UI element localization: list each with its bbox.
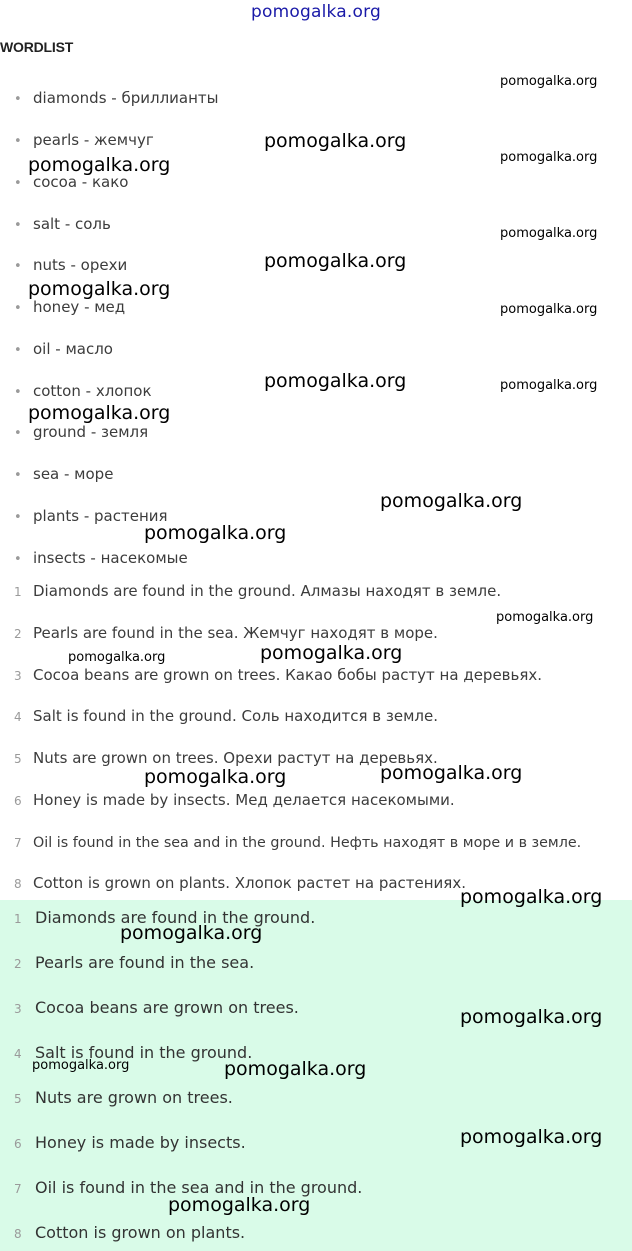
bullet-icon: • xyxy=(14,259,22,274)
watermark: pomogalka.org xyxy=(500,226,598,241)
row-number: 3 xyxy=(14,1002,22,1016)
bullet-icon: • xyxy=(14,468,22,483)
watermark: pomogalka.org xyxy=(264,370,407,392)
row-number: 8 xyxy=(14,1227,22,1241)
watermark: pomogalka.org xyxy=(500,378,598,393)
bullet-icon: • xyxy=(14,301,22,316)
watermark: pomogalka.org xyxy=(496,610,594,625)
watermark: pomogalka.org xyxy=(460,1126,603,1148)
sentence: Cotton is grown on plants. xyxy=(35,1223,246,1242)
answer-row xyxy=(14,953,254,975)
word-pair: insects - насекомые xyxy=(33,549,188,567)
answer-row xyxy=(14,1088,233,1110)
list-item xyxy=(14,131,154,153)
translation-row xyxy=(14,666,542,688)
bullet-icon: • xyxy=(14,218,22,233)
word-pair: nuts - орехи xyxy=(33,256,128,274)
watermark: pomogalka.org xyxy=(380,762,523,784)
list-item xyxy=(14,465,113,487)
list-item xyxy=(14,549,188,571)
list-item xyxy=(14,423,148,445)
row-number: 1 xyxy=(14,912,22,926)
watermark: pomogalka.org xyxy=(144,522,287,544)
translation-row xyxy=(14,874,466,896)
row-number: 5 xyxy=(14,752,22,766)
list-item xyxy=(14,382,152,404)
row-number: 6 xyxy=(14,794,22,808)
sentence: Salt is found in the ground. xyxy=(35,1043,253,1062)
row-number: 3 xyxy=(14,669,22,683)
word-pair: sea - море xyxy=(33,465,114,483)
row-number: 1 xyxy=(14,585,22,599)
sentence: Nuts are grown on trees. xyxy=(35,1088,233,1107)
translation-row xyxy=(14,582,501,604)
watermark: pomogalka.org xyxy=(28,154,171,176)
sentence: Diamonds are found in the ground. Алмазы находят в земле. xyxy=(33,582,502,600)
sentence: Salt is found in the ground. Соль находится в земле. xyxy=(33,707,438,725)
bullet-icon: • xyxy=(14,134,22,149)
sentence: Cotton is grown on plants. Хлопок растет на растениях. xyxy=(33,874,466,892)
watermark: pomogalka.org xyxy=(500,302,598,317)
list-item xyxy=(14,256,127,278)
translation-row xyxy=(14,707,438,729)
watermark: pomogalka.org xyxy=(500,150,598,165)
watermark: pomogalka.org xyxy=(68,650,166,665)
watermark: pomogalka.org xyxy=(168,1194,311,1216)
row-number: 4 xyxy=(14,710,22,724)
watermark: pomogalka.org xyxy=(120,922,263,944)
word-pair: plants - растения xyxy=(33,507,168,525)
row-number: 2 xyxy=(14,627,22,641)
bullet-icon: • xyxy=(14,426,22,441)
word-pair: honey - мед xyxy=(33,298,126,316)
watermark: pomogalka.org xyxy=(380,490,523,512)
watermark: pomogalka.org xyxy=(28,278,171,300)
row-number: 5 xyxy=(14,1092,22,1106)
watermark: pomogalka.org xyxy=(460,886,603,908)
word-pair: ground - земля xyxy=(33,423,149,441)
answer-row xyxy=(14,1133,246,1155)
word-pair: pearls - жемчуг xyxy=(33,131,154,149)
row-number: 8 xyxy=(14,877,22,891)
watermark: pomogalka.org xyxy=(500,74,598,89)
row-number: 4 xyxy=(14,1047,22,1061)
watermark: pomogalka.org xyxy=(28,402,171,424)
row-number: 2 xyxy=(14,957,22,971)
bullet-icon: • xyxy=(14,385,22,400)
bullet-icon: • xyxy=(14,343,22,358)
word-pair: cocoa - како xyxy=(33,173,129,191)
sentence: Honey is made by insects. Мед делается насекомыми. xyxy=(33,791,455,809)
watermark: pomogalka.org xyxy=(460,1006,603,1028)
list-item xyxy=(14,298,125,320)
wordlist-heading: WORDLIST xyxy=(0,39,74,55)
sentence: Nuts are grown on trees. Орехи растут на деревьях. xyxy=(33,749,438,767)
bullet-icon: • xyxy=(14,92,22,107)
watermark: pomogalka.org xyxy=(144,766,287,788)
answer-row xyxy=(14,1223,245,1245)
word-pair: salt - соль xyxy=(33,215,111,233)
watermark: pomogalka.org xyxy=(224,1058,367,1080)
sentence: Honey is made by insects. xyxy=(35,1133,246,1152)
translation-row xyxy=(14,833,581,855)
watermark: pomogalka.org xyxy=(264,130,407,152)
sentence: Cocoa beans are grown on trees. Какао бобы растут на деревьях. xyxy=(33,666,543,684)
sentence: Diamonds are found in the ground. xyxy=(35,908,316,927)
row-number: 7 xyxy=(14,1182,22,1196)
list-item xyxy=(14,215,111,237)
sentence: Oil is found in the sea and in the ground. Нефть находят в море и в земле. xyxy=(33,835,582,851)
bullet-icon: • xyxy=(14,510,22,525)
sentence: Pearls are found in the sea. Жемчуг находят в море. xyxy=(33,624,438,642)
list-item xyxy=(14,340,113,362)
site-title[interactable]: pomogalka.org xyxy=(251,2,381,22)
row-number: 7 xyxy=(14,836,22,850)
word-pair: cotton - хлопок xyxy=(33,382,152,400)
bullet-icon: • xyxy=(14,552,22,567)
word-pair: oil - масло xyxy=(33,340,113,358)
watermark: pomogalka.org xyxy=(260,642,403,664)
list-item xyxy=(14,173,128,195)
sentence: Pearls are found in the sea. xyxy=(35,953,255,972)
sentence: Cocoa beans are grown on trees. xyxy=(35,998,299,1017)
translation-row xyxy=(14,791,455,813)
word-pair: diamonds - бриллианты xyxy=(33,89,219,107)
row-number: 6 xyxy=(14,1137,22,1151)
bullet-icon: • xyxy=(14,176,22,191)
sentence: Oil is found in the sea and in the ground. xyxy=(35,1178,363,1197)
watermark: pomogalka.org xyxy=(32,1058,130,1073)
watermark: pomogalka.org xyxy=(264,250,407,272)
list-item xyxy=(14,89,219,111)
answer-row xyxy=(14,998,299,1020)
